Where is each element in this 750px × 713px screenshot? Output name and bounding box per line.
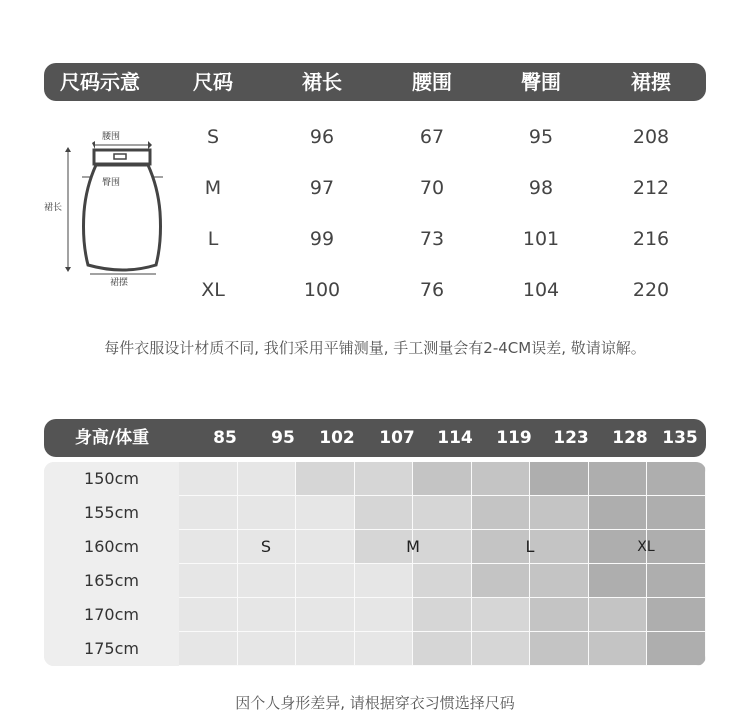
fit-cell	[647, 598, 706, 632]
weight-header: 123	[553, 428, 589, 448]
height-row-label: 155cm	[44, 496, 179, 531]
fit-cell	[413, 598, 472, 632]
weight-header: 95	[271, 428, 295, 448]
fit-cell	[413, 496, 472, 530]
weight-header: 85	[213, 428, 237, 448]
header-hem: 裙摆	[631, 70, 671, 94]
fit-cell	[472, 496, 531, 530]
height-row-label: 165cm	[44, 564, 179, 599]
weight-header: 119	[496, 428, 532, 448]
fit-cell	[413, 564, 472, 598]
fit-cell	[472, 462, 531, 496]
fit-cell	[530, 632, 589, 666]
fit-cell	[238, 564, 297, 598]
waist-cell: 76	[419, 279, 445, 301]
fit-cell	[179, 632, 238, 666]
fit-cell	[296, 564, 355, 598]
fit-cell	[355, 564, 414, 598]
fit-cell	[589, 462, 648, 496]
hip-cell: 98	[528, 177, 554, 199]
size-zone-label-l: L	[525, 537, 535, 556]
length-cell: 97	[309, 177, 335, 199]
fit-cell	[589, 496, 648, 530]
hem-cell: 220	[632, 279, 670, 301]
fit-cell	[472, 632, 531, 666]
hip-cell: 95	[528, 126, 554, 148]
fit-cell	[179, 598, 238, 632]
fit-cell	[179, 496, 238, 530]
fit-cell	[355, 496, 414, 530]
diagram-hem-label: 裙摆	[110, 278, 129, 288]
fit-cell	[355, 632, 414, 666]
height-weight-label: 身高/体重	[74, 428, 150, 448]
fit-cell	[296, 530, 355, 564]
waist-cell: 67	[419, 126, 445, 148]
height-row-label: 160cm	[44, 530, 179, 565]
length-cell: 96	[309, 126, 335, 148]
fit-cell	[296, 496, 355, 530]
size-table-header	[44, 63, 706, 101]
fit-cell	[413, 462, 472, 496]
fit-cell	[589, 564, 648, 598]
fit-cell	[647, 496, 706, 530]
size-zone-label-xl: XL	[637, 539, 655, 555]
header-diagram: 尺码示意	[60, 70, 140, 94]
fit-cell	[238, 496, 297, 530]
fit-cell	[530, 564, 589, 598]
fit-cell	[238, 462, 297, 496]
fit-cell	[238, 598, 297, 632]
diagram-hip-label: 臀围	[102, 178, 121, 188]
weight-header: 107	[379, 428, 415, 448]
fit-grid	[44, 462, 706, 666]
height-row-label: 150cm	[44, 462, 179, 497]
weight-header: 102	[319, 428, 355, 448]
fit-table-header	[44, 419, 706, 457]
fit-cell	[589, 632, 648, 666]
fit-cell	[530, 598, 589, 632]
fit-cell	[647, 632, 706, 666]
fit-cell	[296, 462, 355, 496]
fit-cell	[530, 496, 589, 530]
size-zone-label-m: M	[406, 537, 420, 556]
length-cell: 99	[309, 228, 335, 250]
diagram-length-label: 裙长	[44, 203, 63, 213]
fit-cell	[355, 462, 414, 496]
height-row-label: 170cm	[44, 598, 179, 633]
diagram-waist-label: 腰围	[102, 132, 121, 142]
fit-cell	[179, 564, 238, 598]
fit-cell	[413, 632, 472, 666]
hem-cell: 216	[632, 228, 670, 250]
fit-cell	[472, 598, 531, 632]
weight-header: 128	[612, 428, 648, 448]
fit-note: 因个人身形差异, 请根据穿衣习惯选择尺码	[235, 694, 515, 712]
weight-header: 135	[662, 428, 698, 448]
fit-cell	[472, 564, 531, 598]
fit-cell	[179, 530, 238, 564]
fit-cell	[647, 564, 706, 598]
waist-cell: 70	[419, 177, 445, 199]
header-hip: 臀围	[521, 70, 561, 94]
fit-cell	[296, 598, 355, 632]
size-zone-label-s: S	[260, 537, 272, 556]
size-cell: M	[204, 177, 222, 199]
size-cell: S	[206, 126, 220, 148]
hem-cell: 208	[632, 126, 670, 148]
waist-cell: 73	[419, 228, 445, 250]
header-length: 裙长	[302, 70, 342, 94]
fit-cell	[296, 632, 355, 666]
hem-cell: 212	[632, 177, 670, 199]
fit-cell	[238, 632, 297, 666]
measurement-note: 每件衣服设计材质不同, 我们采用平铺测量, 手工测量会有2-4CM误差, 敬请谅解。	[104, 339, 646, 357]
hip-cell: 101	[522, 228, 560, 250]
fit-cell	[179, 462, 238, 496]
header-size: 尺码	[193, 70, 233, 94]
height-row-label: 175cm	[44, 632, 179, 666]
fit-cell	[530, 462, 589, 496]
header-waist: 腰围	[412, 70, 452, 94]
size-cell: L	[207, 228, 219, 250]
weight-header: 114	[437, 428, 473, 448]
length-cell: 100	[303, 279, 341, 301]
fit-cell	[589, 598, 648, 632]
fit-cell	[355, 598, 414, 632]
hip-cell: 104	[522, 279, 560, 301]
fit-cell	[647, 462, 706, 496]
size-cell: XL	[201, 279, 225, 301]
